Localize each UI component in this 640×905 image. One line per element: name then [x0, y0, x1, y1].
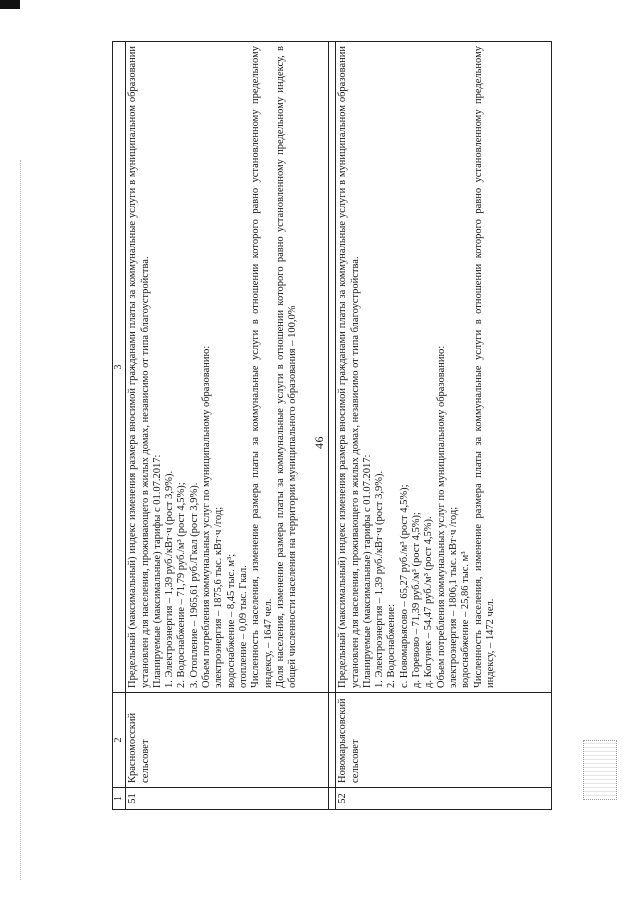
description-line: Предельный (максимальный) индекс изменения размера вносимой гражданами платы за коммунальные услуги в муниципальном образовании установлен для населения, проживающего в жилых домах, независимо от типа благоустройства.: [127, 46, 151, 688]
table-row: [336, 42, 552, 810]
row-number: 51: [126, 788, 329, 810]
scan-corner-mark: [0, 0, 20, 9]
header-col-1: 1: [113, 788, 126, 810]
header-col-2: 2: [113, 693, 126, 788]
description-line: Предельный (максимальный) индекс изменения размера вносимой гражданами платы за коммунальные услуги в муниципальном образовании установлен для населения, проживающего в жилых домах, независимо от типа благоустройства.: [337, 46, 361, 688]
description-line: Доля населения, изменение размера платы за коммунальные услуги в отношении которого равно установленному предельному индексу, в общей численности населения на территории муниципального образования – 100,0%: [274, 46, 299, 688]
description-line: Планируемые (максимальные) тарифы с 01.07.2017:: [361, 454, 373, 688]
stamp-mark: [583, 740, 617, 800]
tariff-description: [126, 42, 329, 693]
description-line: водоснабжение – 25,86 тыс. м³: [460, 551, 472, 688]
description-line: Численность населения, изменение размера платы за коммунальные услуги в отношении которого равно установленному предельному индексу, – 1647 чел.: [250, 46, 274, 688]
description-line: Объем потребления коммунальных услуг по муниципальному образованию:: [201, 345, 213, 688]
municipality-name: Красномосский сельсовет: [126, 693, 329, 788]
description-line: 2. Водоснабжение:: [386, 604, 398, 688]
rotated-table-container: [112, 42, 552, 810]
description-line: д. Когунек – 54,47 руб./м³ (рост 4,5%).: [423, 516, 435, 688]
description-line: электроэнергия – 1806,1 тыс. кВт·ч /год;: [447, 506, 459, 688]
page-number: 46: [312, 436, 326, 449]
description-line: 1. Электроэнергия – 1,39 руб./кВт·ч (рост 3,9%).: [374, 470, 386, 688]
description-line: Планируемые (максимальные) тарифы с 01.07.2017:: [151, 454, 163, 688]
table-row: [126, 42, 329, 810]
description-line: д. Горевово – 71,39 руб./м³ (рост 4,5%);: [411, 512, 423, 688]
tariff-table: [112, 41, 552, 810]
description-line: водоснабжение – 8,45 тыс. м³;: [225, 553, 237, 688]
municipality-name: Новомарьясовский сельсовет: [336, 693, 552, 788]
description-line: 2. Водоснабжение – 71,79 руб./м³ (рост 4,5%);: [176, 482, 188, 688]
description-line: электроэнергия – 1875,6 тыс. кВт·ч /год;: [213, 506, 225, 688]
description-line: 1. Электроэнергия – 1,39 руб./кВт·ч (рост 3,9%).: [164, 470, 176, 688]
description-line: Численность населения, изменение размера платы за коммунальные услуги в отношении которого равно установленному предельному индексу, – 1472 чел.: [472, 46, 496, 688]
row-number: 52: [336, 788, 552, 810]
header-col-3: 3: [113, 42, 126, 693]
description-line: 3. Отопление – 1965,61 руб./Гкал (рост 3,9%).: [188, 482, 200, 688]
description-line: отопление – 0,09 тыс. Гкал.: [237, 565, 249, 688]
description-line: с. Новомарьясово – 65,27 руб./м³ (рост 4,5%);: [398, 484, 410, 688]
description-line: Объем потребления коммунальных услуг по муниципальному образованию:: [435, 345, 447, 688]
scan-edge-dots: [20, 160, 22, 880]
row-separator: [329, 42, 336, 810]
tariff-description: [336, 42, 552, 693]
table-header-row: [113, 42, 126, 810]
